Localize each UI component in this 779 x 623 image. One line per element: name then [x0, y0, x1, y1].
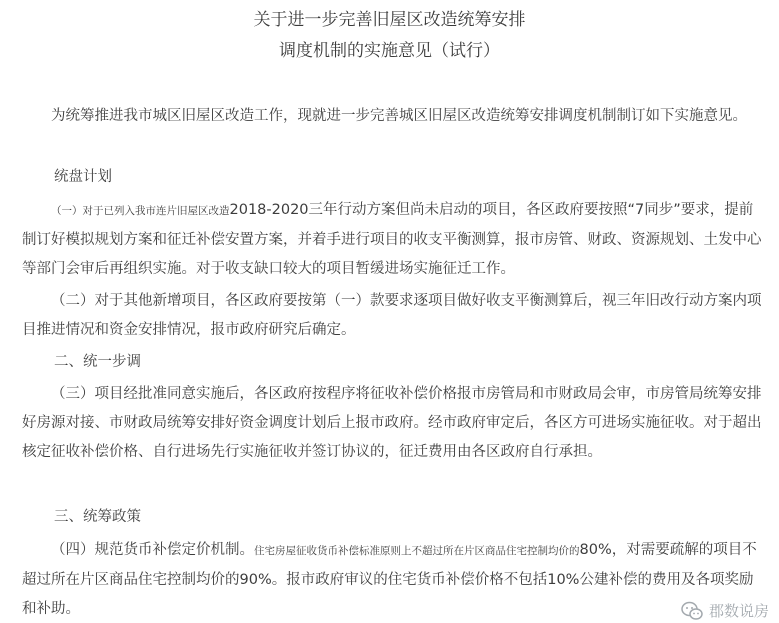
item-1-body: 2018-2020三年行动方案但尚未启动的项目，各区政府要按照“7同步”要求，提前制订好模拟规划方案和征迁补偿安置方案，并着手进行项目的收支平衡测算，报市房管、财政、资源规划、土发中心等部门会审后再组织实施。对于收支缺口较大的项目暂缓进场实施征迁工作。 [22, 202, 762, 277]
section-3-heading: 三、统筹政策 [54, 509, 141, 525]
item-1-lead: （一）对于已列入我市连片旧屋区改造 [51, 205, 230, 217]
item-1-paragraph [22, 196, 762, 284]
watermark-text: 郡数说房 [708, 602, 769, 620]
item-4-paragraph [22, 536, 762, 623]
watermark [681, 600, 769, 621]
item-3-paragraph: （三）项目经批准同意实施后，各区政府按程序将征收补偿价格报市房管局和市财政局会审，市房管局统筹安排好房源对接、市财政局统筹安排好资金调度计划后上报市政府。经市政府审定后，各区方可进场实施征收。对于超出核定征收补偿价格、自行进场先行实施征收并签订协议的，征迁费用由各区政府自行承担。 [22, 386, 762, 460]
section-2-heading: 二、统一步调 [54, 354, 141, 370]
wechat-icon [681, 601, 703, 621]
item-4-body: 80%，对需要疏解的项目不超过所在片区商品住宅控制均价的90%。报市政府审议的住宅货币补偿价格不包括10%公建补偿的费用及各项奖励和补助。 [22, 542, 757, 617]
item-4-small-text: 住宅房屋征收货币补偿标准原则上不超过所在片区商品住宅控制均价的 [254, 545, 580, 557]
item-2-paragraph: （二）对于其他新增项目，各区政府要按第（一）款要求逐项目做好收支平衡测算后，视三年旧改行动方案内项目推进情况和资金安排情况，报市政府研究后确定。 [22, 293, 762, 338]
document-title-line-1: 关于进一步完善旧屋区改造统筹安排 [253, 10, 526, 30]
intro-paragraph: 为统筹推进我市城区旧屋区改造工作，现就进一步完善城区旧屋区改造统筹安排调度机制制订如下实施意见。 [51, 108, 747, 124]
item-4-lead: （四）规范货币补偿定价机制。 [51, 542, 254, 558]
section-1-heading: 统盘计划 [54, 169, 112, 185]
document-title-line-2: 调度机制的实施意见（试行） [279, 41, 500, 61]
